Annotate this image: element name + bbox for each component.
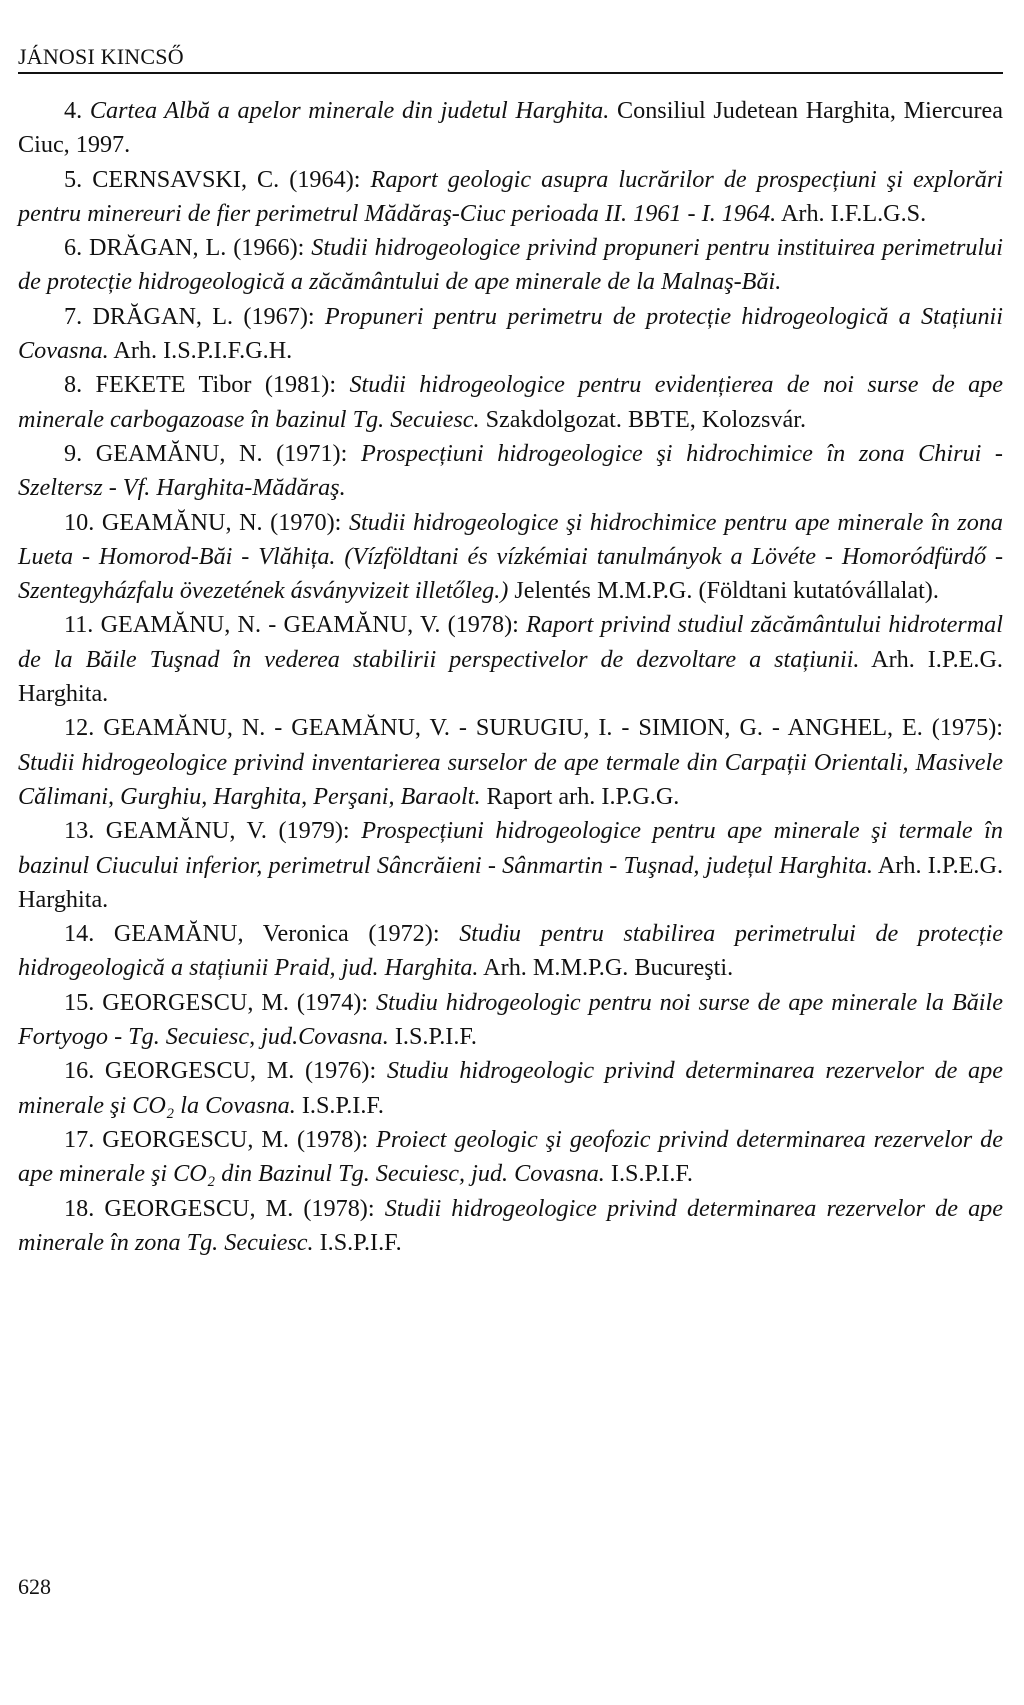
entry-title: Raport geologic asupra lucrărilor de prospecțiuni şi explorări pentru minereuri de fier perimetrul Mădăraş-Ciuc perioada II. 1961 - I. 1964. xyxy=(18,165,1003,227)
entry-year: (1978): xyxy=(440,611,527,639)
entry-title: Prospecțiuni hidrogeologice şi hidrochimice în zona Chirui - Szeltersz - Vf. Harghita-Mădăraş. xyxy=(18,439,1003,502)
entry-number: 10. xyxy=(64,508,95,536)
entry-author: GEAMĂNU, N. - GEAMĂNU, V. xyxy=(100,611,441,639)
entry-author: CERNSAVSKI, C. xyxy=(92,165,280,193)
entry-title: Studiu hidrogeologic privind determinarea rezervelor de ape minerale şi CO₂ la Covasna. xyxy=(18,1057,1003,1119)
entry-number: 17. xyxy=(64,1125,95,1153)
header-author: JÁNOSI KINCSŐ xyxy=(18,44,184,69)
entry-number: 5. xyxy=(64,165,83,193)
page-number: 628 xyxy=(18,1574,51,1599)
entry-author: GEAMĂNU, N. xyxy=(101,508,263,536)
entry-number: 9. xyxy=(64,439,83,467)
entry-author: GEAMĂNU, xyxy=(113,920,244,948)
entry-author: FEKETE xyxy=(95,371,186,399)
entry-title: Raport privind studiul zăcământului hidrotermal de la Băile Tuşnad în vederea stabilirii perspectivelor de dezvoltare a stațiunii. xyxy=(18,611,1003,673)
entry-source: Consiliul Judetean Harghita, Miercurea Ciuc, 1997. xyxy=(18,97,1004,159)
entry-year: (1978): xyxy=(288,1125,377,1153)
bibliography-entry xyxy=(18,368,1003,437)
entry-number: 6. xyxy=(64,234,83,262)
bibliography-entry xyxy=(18,1123,1003,1192)
entry-author: GEAMĂNU, V. xyxy=(105,817,267,845)
entry-number: 4. xyxy=(64,97,83,124)
entry-source: I.S.P.I.F. xyxy=(604,1160,693,1188)
entry-author: GEORGESCU, M. xyxy=(102,988,289,1016)
entry-number: 13. xyxy=(64,817,95,845)
entry-year: (1967): xyxy=(233,302,325,330)
bibliography-entry xyxy=(18,814,1003,917)
entry-year: Tibor (1981): xyxy=(185,371,350,399)
entry-number: 18. xyxy=(64,1194,95,1222)
entry-number: 7. xyxy=(64,302,83,330)
bibliography-entry xyxy=(18,917,1003,986)
entry-year: (1970): xyxy=(262,508,349,536)
entry-source: Arh. I.S.P.I.F.G.H. xyxy=(108,337,293,365)
entry-year: (1964): xyxy=(279,165,371,193)
bibliography-entry xyxy=(18,711,1003,814)
entry-number: 8. xyxy=(64,371,83,399)
entry-number: 16. xyxy=(64,1057,95,1085)
bibliography-list xyxy=(18,94,1003,1260)
entry-year: Veronica (1972): xyxy=(243,920,460,948)
entry-source: I.S.P.I.F. xyxy=(295,1091,384,1119)
entry-number: 14. xyxy=(64,920,95,948)
entry-source: Jelentés M.M.P.G. (Földtani kutatóvállalat). xyxy=(508,577,939,605)
bibliography-entry xyxy=(18,163,1003,232)
entry-title: Studii hidrogeologice pentru evidențierea de noi surse de ape minerale carbogazoase în bazinul Tg. Secuiesc. xyxy=(18,371,1004,433)
entry-author: GEAMĂNU, N. - GEAMĂNU, V. - SURUGIU, I. - SIMION, G. - ANGHEL, E. xyxy=(103,714,923,742)
entry-source: Arh. I.P.E.G. Harghita. xyxy=(18,851,1003,913)
entry-year: (1976): xyxy=(294,1057,387,1085)
entry-author: GEORGESCU, M. xyxy=(102,1125,289,1153)
entry-source: I.S.P.I.F. xyxy=(388,1023,477,1051)
entry-number: 11. xyxy=(64,611,94,639)
entry-title: Propuneri pentru perimetru de protecție hidrogeologică a Stațiunii Covasna. xyxy=(18,302,1003,365)
entry-title: Studii hidrogeologice privind inventarierea surselor de ape termale din Carpații Orientali, Masivele Călimani, Gurghiu, Harghita, Perşani, Baraolt. xyxy=(18,748,1003,810)
entry-year: (1978): xyxy=(293,1194,385,1222)
entry-title: Studii hidrogeologice privind propuneri pentru instituirea perimetrului de protecție hidrogeologică a zăcământului de ape minerale de la Malnaş-Băi. xyxy=(18,234,1003,296)
bibliography-entry xyxy=(18,506,1003,609)
entry-source: Raport arh. I.P.G.G. xyxy=(480,782,680,810)
entry-title: Prospecțiuni hidrogeologice pentru ape minerale şi termale în bazinul Ciucului inferior, perimetrul Sâncrăieni - Sânmartin - Tuşnad, județul Harghita. xyxy=(18,817,1003,879)
entry-year: (1979): xyxy=(266,817,362,845)
entry-title: Cartea Albă a apelor minerale din judetul Harghita. xyxy=(89,97,610,124)
entry-year: (1966): xyxy=(226,234,312,262)
bibliography-entry xyxy=(18,986,1003,1055)
bibliography-entry xyxy=(18,1192,1003,1261)
bibliography-entry xyxy=(18,231,1003,300)
entry-year: (1975): xyxy=(922,714,1004,742)
bibliography-entry xyxy=(18,608,1003,711)
entry-author: GEORGESCU, M. xyxy=(104,1194,294,1222)
entry-title: Studii hidrogeologice şi hidrochimice pentru ape minerale în zona Lueta - Homorod-Băi - Vlăhița. (Vízföldtani és vízkémiai tanulmányok a Lövéte - Homoródfürdő - Szentegyházfalu övezetének ásványvizeit illetőleg.) xyxy=(18,508,1004,605)
bibliography-entry xyxy=(18,300,1003,369)
entry-source: I.S.P.I.F. xyxy=(313,1228,402,1256)
entry-author: DRĂGAN, L. xyxy=(89,234,227,262)
entry-source: Arh. M.M.P.G. Bucureşti. xyxy=(478,954,734,982)
entry-title: Studiu hidrogeologic pentru noi surse de ape minerale la Băile Fortyogo - Tg. Secuiesc, jud.Covasna. xyxy=(18,988,1003,1051)
bibliography-entry xyxy=(18,1054,1003,1123)
entry-title: Proiect geologic şi geofozic privind determinarea rezervelor de ape minerale şi CO₂ din Bazinul Tg. Secuiesc, jud. Covasna. xyxy=(18,1125,1004,1188)
entry-year: (1971): xyxy=(262,439,361,467)
entry-number: 12. xyxy=(64,714,95,742)
entry-source: Szakdolgozat. BBTE, Kolozsvár. xyxy=(479,405,807,433)
bibliography-entry xyxy=(18,94,1003,163)
entry-author: GEORGESCU, M. xyxy=(104,1057,295,1085)
running-header xyxy=(18,38,1003,74)
entry-title: Studii hidrogeologice privind determinarea rezervelor de ape minerale în zona Tg. Secuiesc. xyxy=(18,1194,1004,1256)
entry-author: GEAMĂNU, N. xyxy=(95,439,263,467)
entry-number: 15. xyxy=(64,988,95,1016)
entry-source: Arh. I.P.E.G. Harghita. xyxy=(18,645,1003,708)
entry-year: (1974): xyxy=(288,988,377,1016)
entry-title: Studiu pentru stabilirea perimetrului de protecție hidrogeologică a stațiunii Praid, jud. Harghita. xyxy=(18,920,1003,982)
entry-source: Arh. I.F.L.G.S. xyxy=(776,199,927,227)
entry-author: DRĂGAN, L. xyxy=(92,302,234,330)
bibliography-entry xyxy=(18,437,1003,506)
